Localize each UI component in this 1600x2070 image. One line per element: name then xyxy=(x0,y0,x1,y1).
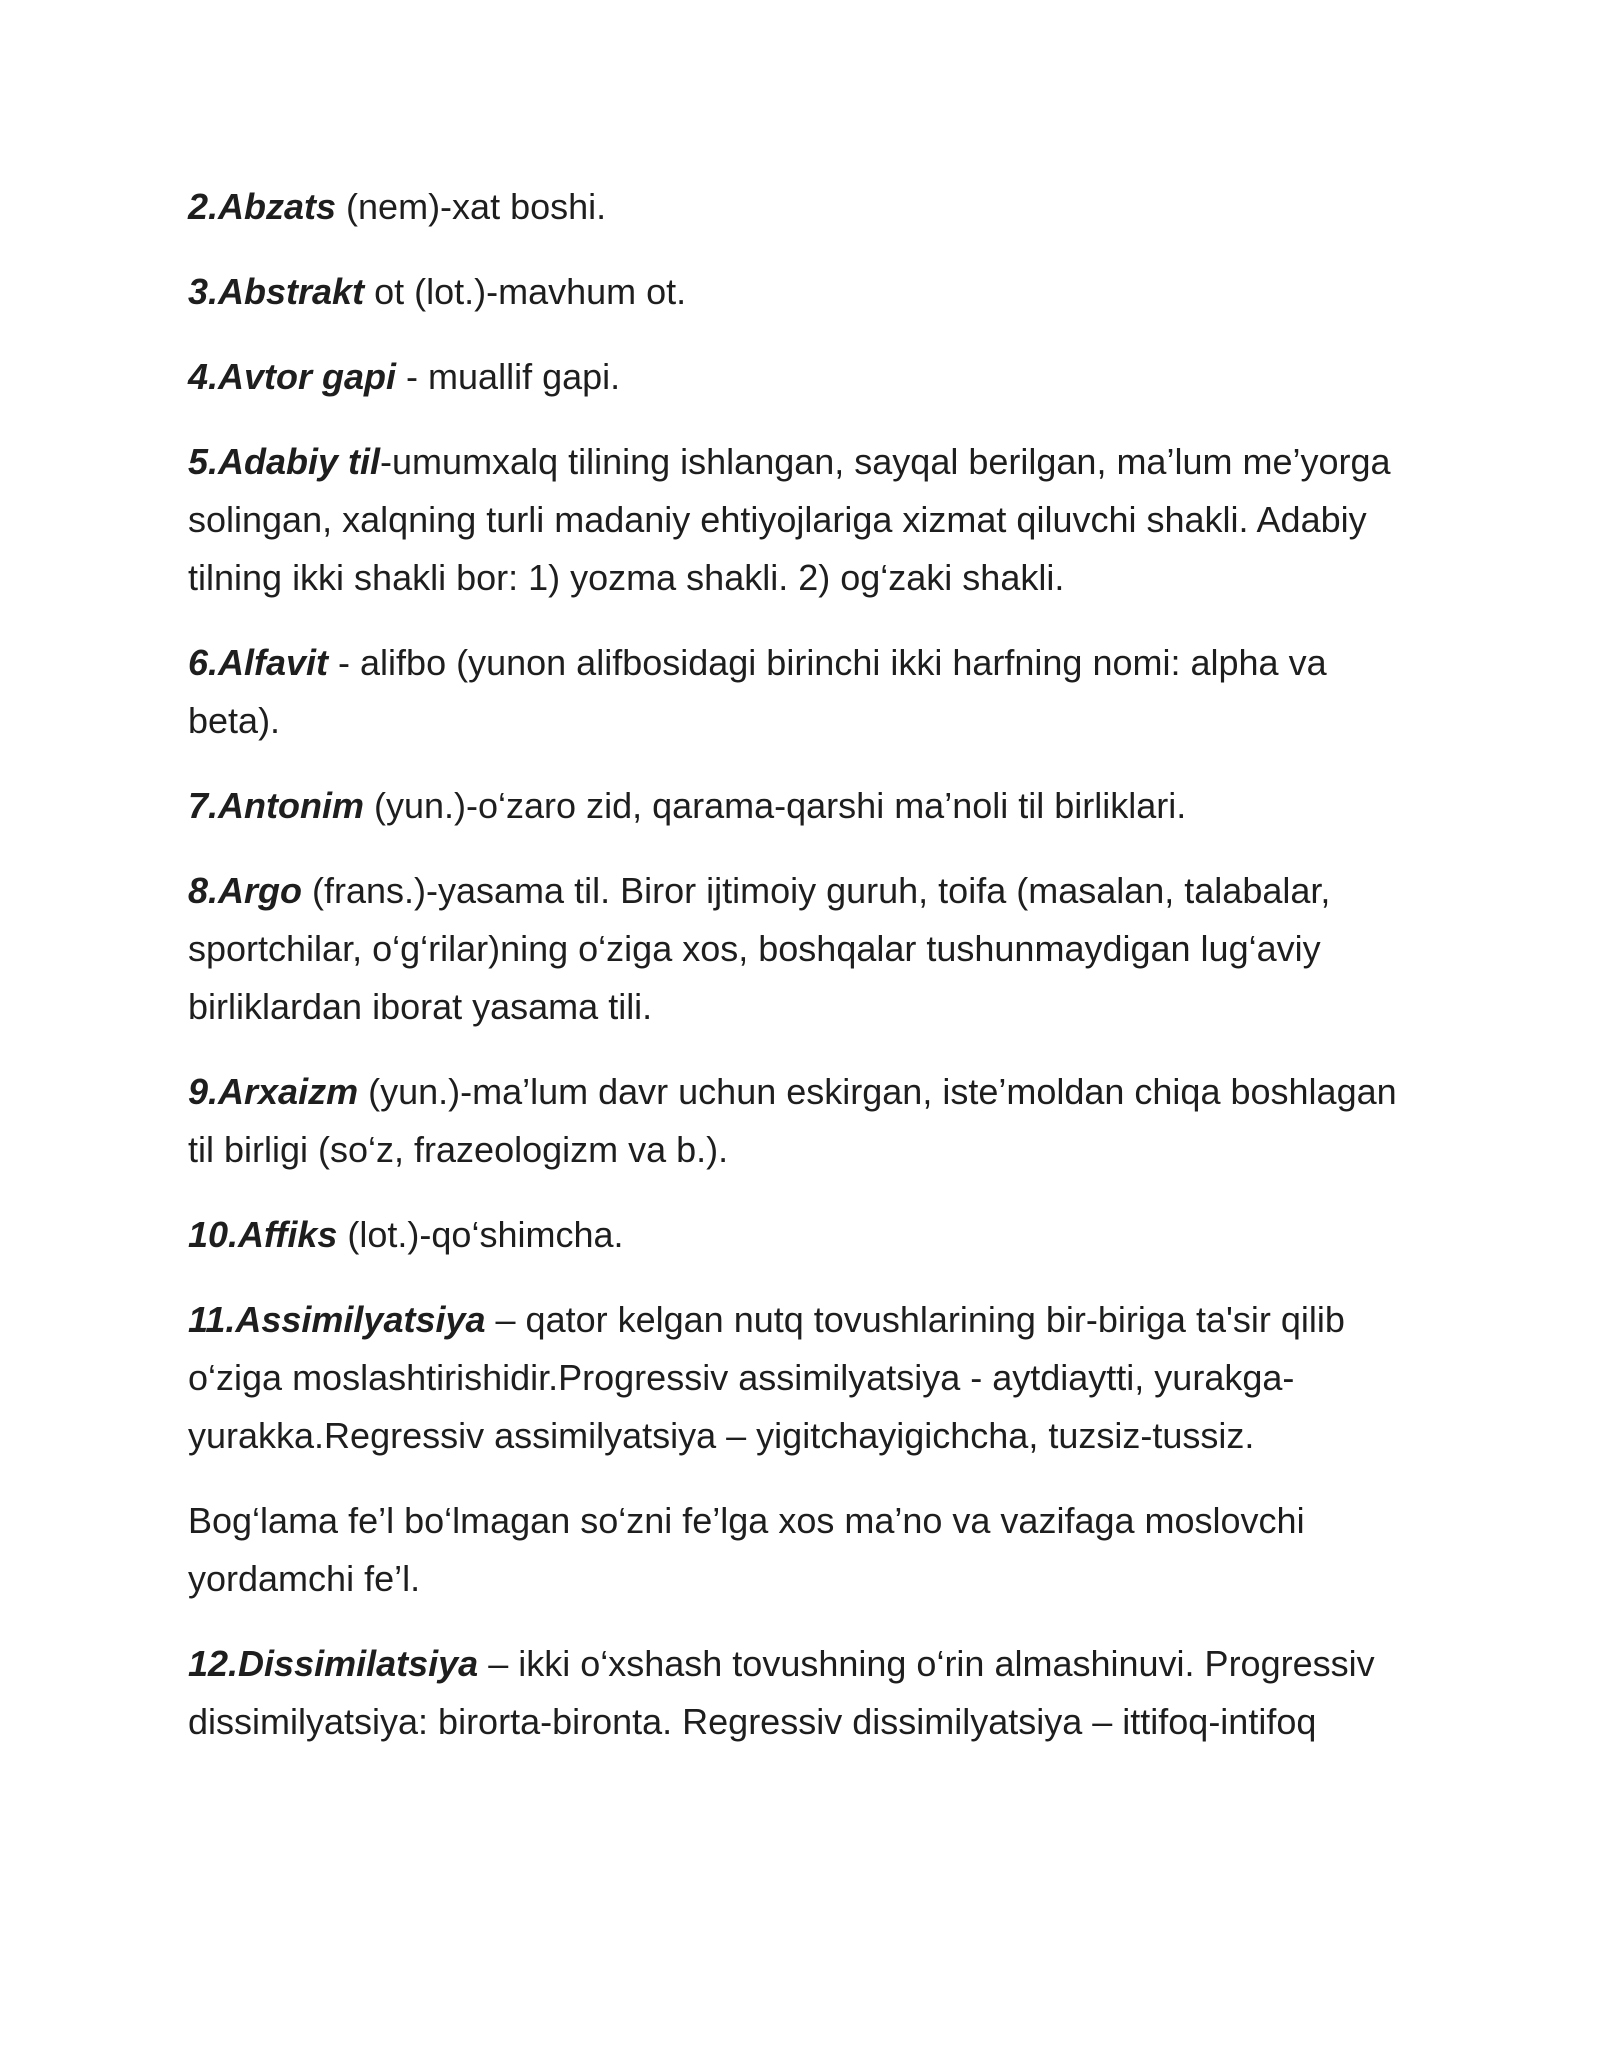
entry-term: 12.Dissimilatsiya xyxy=(188,1643,479,1684)
entry-term: 7.Antonim xyxy=(188,785,364,826)
entry-antonim xyxy=(188,777,1428,835)
entry-dissimilatsiya xyxy=(188,1635,1428,1751)
entry-term: 6.Alfavit xyxy=(188,642,329,683)
entry-text: – ikki o‘xshash tovushning o‘rin almashinuvi. Progressiv dissimilyatsiya: birorta-bironta. Regressiv dissimilyatsiya – ittifoq-intifoq xyxy=(188,1643,1375,1742)
entry-adabiy-til xyxy=(188,433,1428,607)
entry-argo xyxy=(188,862,1428,1036)
entry-term: 3.Abstrakt xyxy=(188,271,365,312)
entry-text: ot (lot.)-mavhum ot. xyxy=(364,271,687,312)
entry-term: 4.Avtor gapi xyxy=(188,356,397,397)
entry-arxaizm xyxy=(188,1063,1428,1179)
entry-text: (yun.)-ma’lum davr uchun eskirgan, iste’moldan chiqa boshlagan til birligi (so‘z, frazeologizm va b.). xyxy=(188,1071,1397,1170)
entry-term: 2.Abzats xyxy=(188,186,337,227)
entry-boglama-fel xyxy=(188,1492,1428,1608)
entry-term: 5.Adabiy til xyxy=(188,441,381,482)
entry-affiks xyxy=(188,1206,1428,1264)
entry-text: - muallif gapi. xyxy=(396,356,621,397)
entry-text: – qator kelgan nutq tovushlarining bir-biriga ta'sir qilib o‘ziga moslashtirishidir.Progressiv assimilyatsiya - aytdiaytti, yurakga-yurakka.Regressiv assimilyatsiya – yigitchayigichcha, tuzsiz-tussiz. xyxy=(188,1299,1345,1456)
entry-alfavit xyxy=(188,634,1428,750)
entry-text: (nem)-xat boshi. xyxy=(336,186,607,227)
entry-text: - alifbo (yunon alifbosidagi birinchi ikki harfning nomi: alpha va beta). xyxy=(188,642,1327,741)
entry-text: Bog‘lama fe’l bo‘lmagan so‘zni fe’lga xos ma’no va vazifaga moslovchi yordamchi fe’l. xyxy=(188,1500,1305,1599)
entry-abzats xyxy=(188,178,1428,236)
document-page xyxy=(188,178,1428,1778)
entry-abstrakt xyxy=(188,263,1428,321)
entry-term: 11.Assimilyatsiya xyxy=(188,1299,486,1340)
entry-avtor-gapi xyxy=(188,348,1428,406)
entry-term: 8.Argo xyxy=(188,870,303,911)
entry-assimilyatsiya xyxy=(188,1291,1428,1465)
entry-text: (yun.)-o‘zaro zid, qarama-qarshi ma’noli til birliklari. xyxy=(364,785,1187,826)
entry-text: (lot.)-qo‘shimcha. xyxy=(337,1214,624,1255)
entry-term: 9.Arxaizm xyxy=(188,1071,359,1112)
entry-term: 10.Affiks xyxy=(188,1214,338,1255)
entry-text: (frans.)-yasama til. Biror ijtimoiy guruh, toifa (masalan, talabalar, sportchilar, o‘g‘rilar)ning o‘ziga xos, boshqalar tushunmaydigan lug‘aviy birliklardan iborat yasama tili. xyxy=(188,870,1331,1027)
entry-text: -umumxalq tilining ishlangan, sayqal berilgan, ma’lum me’yorga solingan, xalqning turli madaniy ehtiyojlariga xizmat qiluvchi shakli. Adabiy tilning ikki shakli bor: 1) yozma shakli. 2) og‘zaki shakli. xyxy=(188,441,1391,598)
